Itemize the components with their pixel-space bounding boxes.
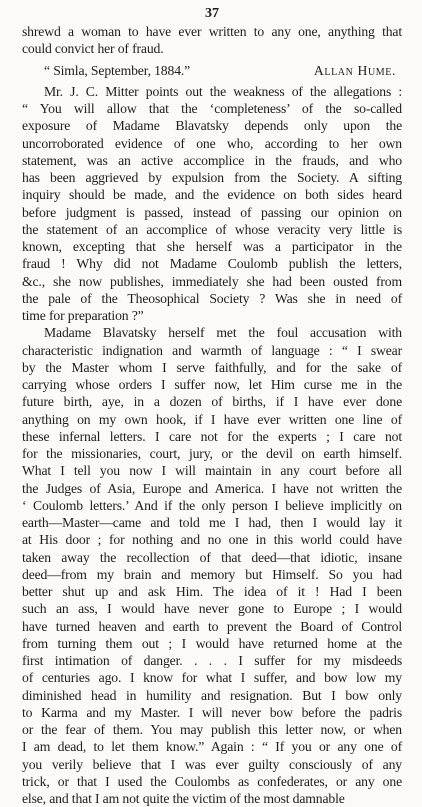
text-line: Madame Blavatsky herself met the foul accusation with — [44, 325, 402, 341]
text-line: else, and that I am not quite the victim of the most damnable — [22, 791, 345, 806]
text-line: you verily believe that I was ever guilty consciously of any — [22, 756, 402, 772]
signature-block — [22, 58, 402, 83]
text-line: for the missionaries, court, jury, or the devil on earth himself. — [22, 446, 402, 461]
text-line: ‘ Coulomb letters.’ And if the only person I believe implicitly on — [22, 497, 402, 513]
text-line: have turned heaven and earth to prevent the Board of Control — [22, 618, 402, 634]
text-line: earth—Master—came and told me I had, then I would lay it — [22, 515, 402, 530]
text-line: time for preparation ?” — [22, 308, 144, 323]
text-line: from turning them out ; I would have returned home at the — [22, 635, 402, 651]
text-line: better shut up and ask Him. The idea of it ! Had I been — [22, 584, 402, 599]
text-line: these infernal letters. I care not for the experts ; I care not — [22, 428, 402, 444]
text-line: fraud ! Why did not Madame Coulomb publish the letters, — [22, 256, 402, 272]
text-line: the statement of an accomplice of whose veracity very little is — [22, 221, 402, 237]
text-line: &c., she now publishes, immediately she had been ousted from — [22, 273, 402, 289]
text-line: inquiry should be made, and the evidence on both sides heard — [22, 187, 402, 203]
text-line: characteristic indignation and warmth of language : “ I swear — [22, 342, 402, 358]
text-line: the pale of the Theosophical Society ? Was she in need of — [22, 290, 402, 306]
text-line: before judgment is passed, instead of passing our opinion on — [22, 204, 402, 220]
text-line: the Judges of Asia, Europe and America. I have not written the — [22, 480, 402, 496]
text-line: trick, or that I used the Coulombs as confederates, or any one — [22, 773, 402, 789]
text-line: shrewd a woman to have ever written to any one, anything that — [22, 24, 402, 39]
text-line: first intimation of danger. . . . I suffer for my misdeeds — [22, 653, 402, 668]
text-line: to Karma and my Master. I will never bow before the padris — [22, 704, 402, 720]
text-line: by the Master whom I serve faithfully, and for the sake of — [22, 359, 402, 375]
text-line: has been aggrieved by expulsion from the Society. A sifting — [22, 170, 402, 185]
body-text — [22, 23, 402, 807]
text-line: future birth, aye, in a dozen of births, if I have ever done — [22, 394, 402, 410]
text-line: taken away the recollection of that deed—that idiotic, insane — [22, 549, 402, 565]
text-line: of centuries ago. I know for what I suffer, and bow low my — [22, 670, 402, 686]
page-number: 37 — [205, 6, 219, 21]
text-line: or the fear of them. You may publish this letter now, or when — [22, 722, 402, 737]
text-line: exposure of Madame Blavatsky depends only upon the — [22, 118, 402, 134]
text-line: I am dead, to let them know.” Again : “ If you or any one of — [22, 739, 402, 755]
signature-place-date: “ Simla, September, 1884.” — [44, 62, 191, 78]
text-line: anything on my own hook, if I have ever written one line of — [22, 411, 402, 427]
signature-author: Allan Hume. — [313, 62, 396, 78]
paragraph-mitter — [22, 83, 402, 325]
text-line: What I tell you now I will maintain in any court before all — [22, 463, 402, 479]
text-line: at His door ; for nothing and no one in this world could have — [22, 532, 402, 548]
text-line: deed—from my brain and memory but Himself. So you had — [22, 566, 402, 582]
text-line: “ You will allow that the ‘completeness’ of the so-called — [22, 101, 402, 116]
paragraph-blavatsky — [22, 324, 402, 807]
text-line: Mr. J. C. Mitter points out the weakness of the allegations : — [44, 83, 402, 99]
text-line: known, excepting that she herself was a participator in the — [22, 239, 402, 254]
paragraph-hume-letter-end — [22, 23, 402, 58]
text-line: could convict her of fraud. — [22, 41, 164, 57]
text-line: diminished head in humility and resignation. But I bow only — [22, 687, 402, 703]
text-line: uncorroborated evidence of one who, according to her own — [22, 135, 402, 151]
text-line: such an ass, I would have never gone to Europe ; I would — [22, 601, 402, 617]
text-line: carrying whose orders I suffer now, let Him curse me in the — [22, 377, 402, 392]
text-line: statement, was an active accomplice in the frauds, and who — [22, 152, 402, 168]
